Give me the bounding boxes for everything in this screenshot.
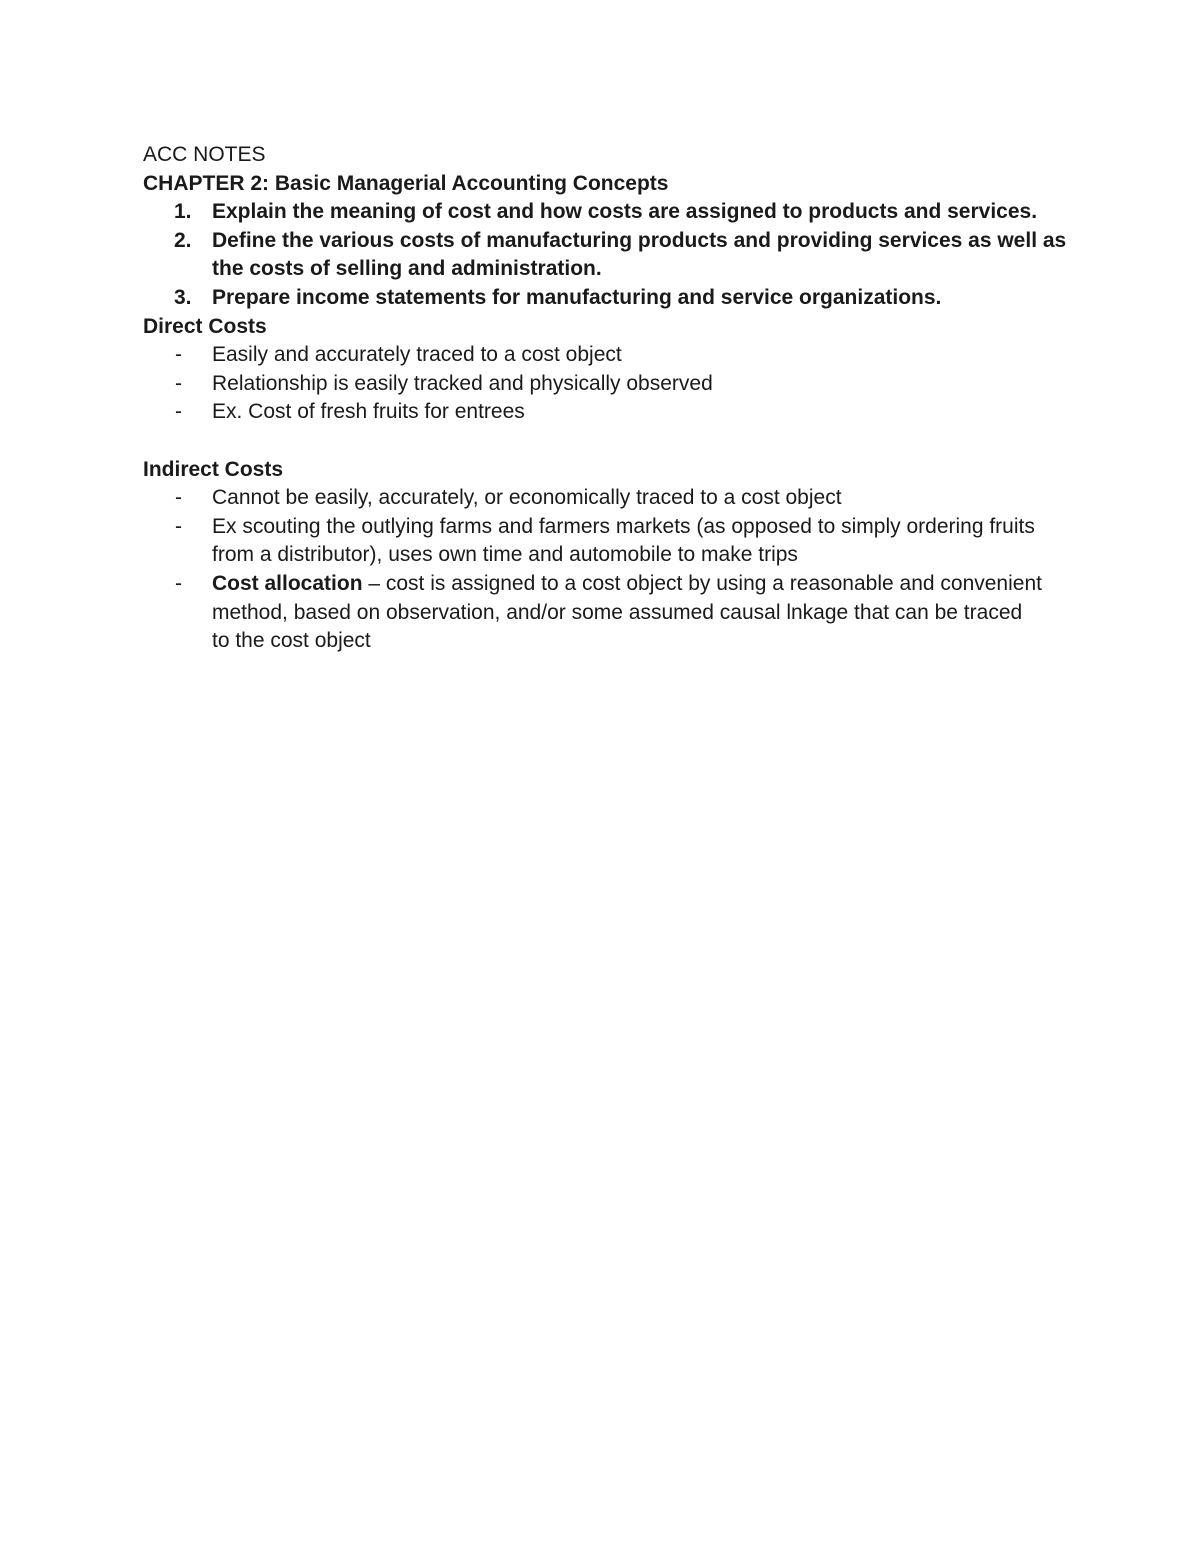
list-item <box>143 513 1083 570</box>
list-item-text-line <box>212 570 1083 599</box>
list-item-text-line: to the cost object <box>212 629 371 653</box>
direct-costs-heading: Direct Costs <box>143 314 267 338</box>
direct-costs-list <box>143 341 1083 427</box>
list-item-text-line: method, based on observation, and/or some assumed causal lnkage that can be traced <box>212 600 1023 624</box>
objective-number: 3. <box>174 285 192 309</box>
blank-line <box>143 427 1083 456</box>
list-item <box>143 398 1083 427</box>
dash-bullet: - <box>175 514 182 538</box>
objective-text-line: Define the various costs of manufacturing products and providing services as well as <box>212 228 1067 252</box>
dash-bullet: - <box>175 343 182 367</box>
objective-number: 1. <box>174 200 192 224</box>
list-item-text: Ex. Cost of fresh fruits for entrees <box>212 400 525 424</box>
learning-objectives-list <box>143 198 1083 312</box>
cost-allocation-definition: – cost is assigned to a cost object by using a reasonable and convenient <box>362 571 1042 595</box>
list-item-text-line: from a distributor), uses own time and automobile to make trips <box>212 543 798 567</box>
list-item <box>143 370 1083 399</box>
list-item <box>143 484 1083 513</box>
cost-allocation-term: Cost allocation <box>212 571 363 595</box>
objective-number: 2. <box>174 228 192 252</box>
objective-text-line: the costs of selling and administration. <box>212 257 602 281</box>
list-item <box>143 570 1083 656</box>
list-item-text: Easily and accurately traced to a cost object <box>212 343 622 367</box>
list-item-text-line: Ex scouting the outlying farms and farmers markets (as opposed to simply ordering fruits <box>212 514 1035 538</box>
indirect-costs-list <box>143 484 1083 656</box>
document-header: ACC NOTES <box>143 143 266 166</box>
chapter-title: CHAPTER 2: Basic Managerial Accounting Concepts <box>143 171 669 195</box>
dash-bullet: - <box>175 486 182 510</box>
document-body <box>143 141 1083 656</box>
list-item-text: Cannot be easily, accurately, or economically traced to a cost object <box>212 486 842 510</box>
dash-bullet: - <box>175 571 182 595</box>
indirect-costs-heading: Indirect Costs <box>143 457 284 481</box>
objective-item <box>143 284 1083 313</box>
dash-bullet: - <box>175 371 182 395</box>
objective-item <box>143 198 1083 227</box>
list-item-text: Relationship is easily tracked and physically observed <box>212 371 713 395</box>
objective-item <box>143 227 1083 284</box>
objective-text: Prepare income statements for manufacturing and service organizations. <box>212 285 942 309</box>
list-item <box>143 341 1083 370</box>
dash-bullet: - <box>175 400 182 424</box>
objective-text: Explain the meaning of cost and how costs are assigned to products and services. <box>212 200 1038 224</box>
